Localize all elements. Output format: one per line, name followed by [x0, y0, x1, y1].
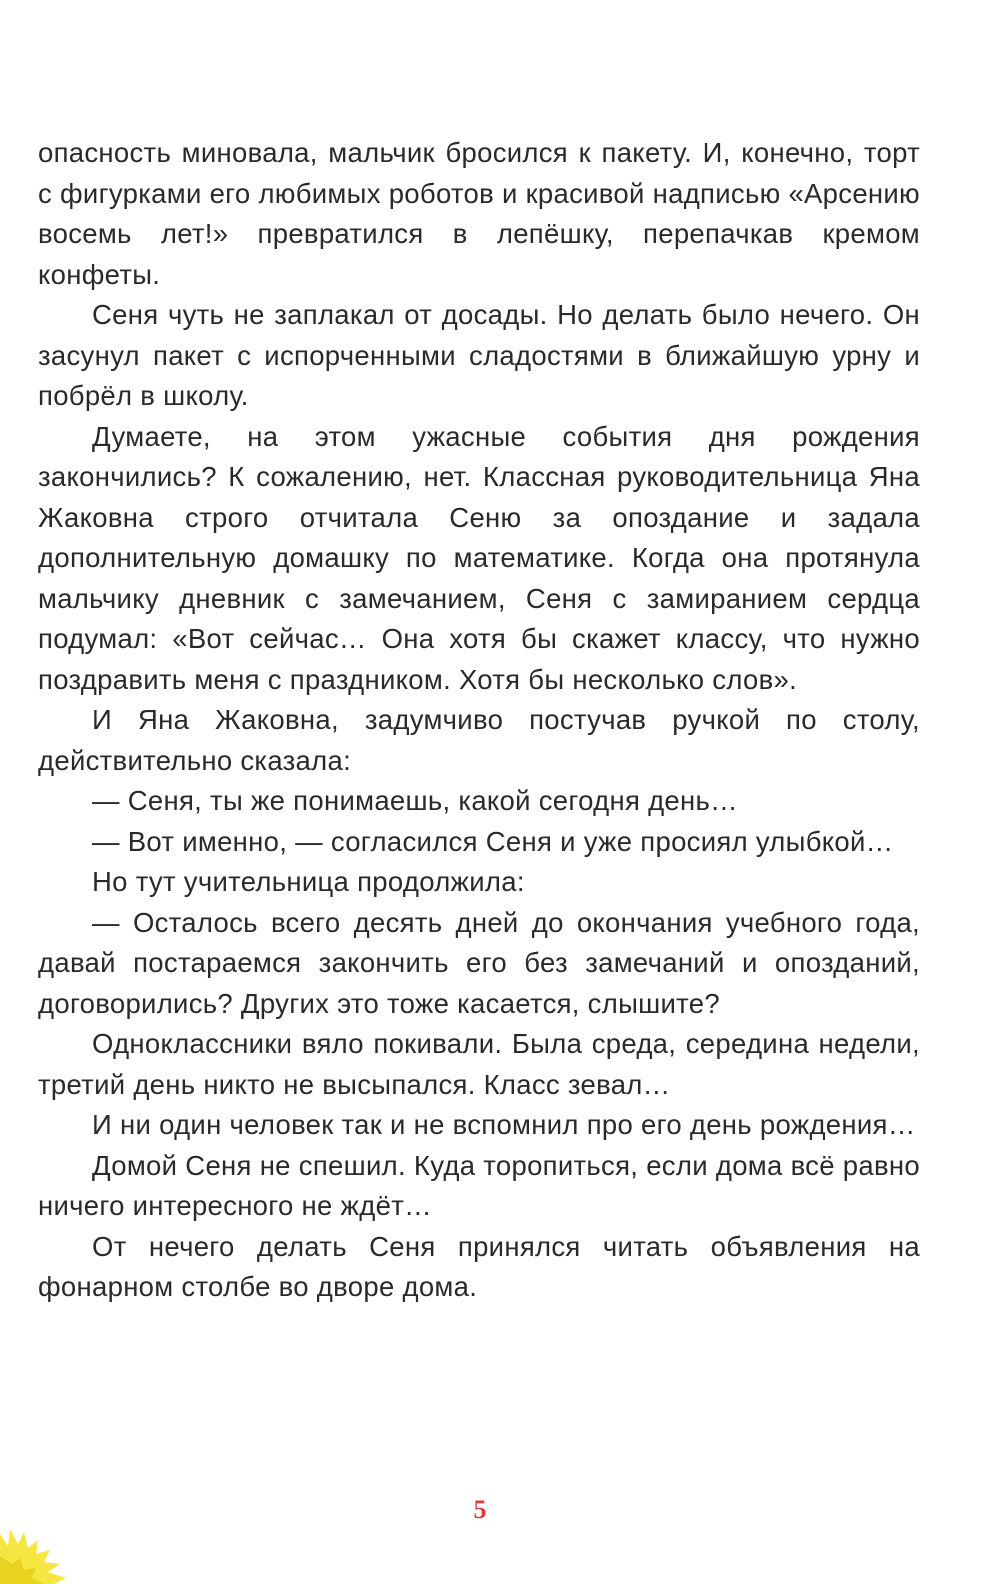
- page-number: 5: [473, 1495, 487, 1524]
- paragraph-9: Одноклассники вяло покивали. Была среда, середина недели, третий день никто не высыпался. Класс зевал…: [38, 1028, 920, 1100]
- paragraph-5: — Сеня, ты же понимаешь, какой сегодня день…: [92, 785, 738, 816]
- paragraph-3: Думаете, на этом ужасные события дня рождения закончились? К сожалению, нет. Классная руководительница Яна Жаковна строго отчитала Сеню за опоздание и задала дополнительную домашку по математике. Когда она протянула мальчику дневник с замечанием, Сеня с замиранием сердца подумал: «Вот сейчас… Она хотя бы скажет классу, что нужно поздравить меня с праздником. Хотя бы несколько слов».: [38, 420, 920, 695]
- paragraph-11: Домой Сеня не спешил. Куда торопиться, если дома всё равно ничего интересного не ждёт…: [38, 1149, 920, 1221]
- paragraph-7: Но тут учительница продолжила:: [92, 866, 525, 897]
- paragraph-10: И ни один человек так и не вспомнил про его день рождения…: [92, 1109, 916, 1140]
- paragraph-8: — Осталось всего десять дней до окончания учебного года, давай постараемся закончить его без замечаний и опозданий, договорились? Других это тоже касается, слышите?: [38, 906, 920, 1019]
- yellow-splash-decoration-icon: [0, 1474, 110, 1584]
- paragraph-12: От нечего делать Сеня принялся читать объявления на фонарном столбе во дворе дома.: [38, 1230, 920, 1302]
- body-text: [38, 133, 920, 1308]
- paragraph-2: Сеня чуть не заплакал от досады. Но делать было нечего. Он засунул пакет с испорченными сладостями в ближайшую урну и побрёл в школу.: [38, 299, 920, 411]
- paragraph-1: опасность миновала, мальчик бросился к пакету. И, конечно, торт с фигурками его любимых роботов и красивой надписью «Арсению восемь лет!» превратился в лепёшку, перепачкав кремом конфеты.: [38, 137, 920, 290]
- paragraph-6: — Вот именно, — согласился Сеня и уже просиял улыбкой…: [92, 825, 894, 857]
- paragraph-4: И Яна Жаковна, задумчиво постучав ручкой по столу, действительно сказала:: [38, 704, 920, 776]
